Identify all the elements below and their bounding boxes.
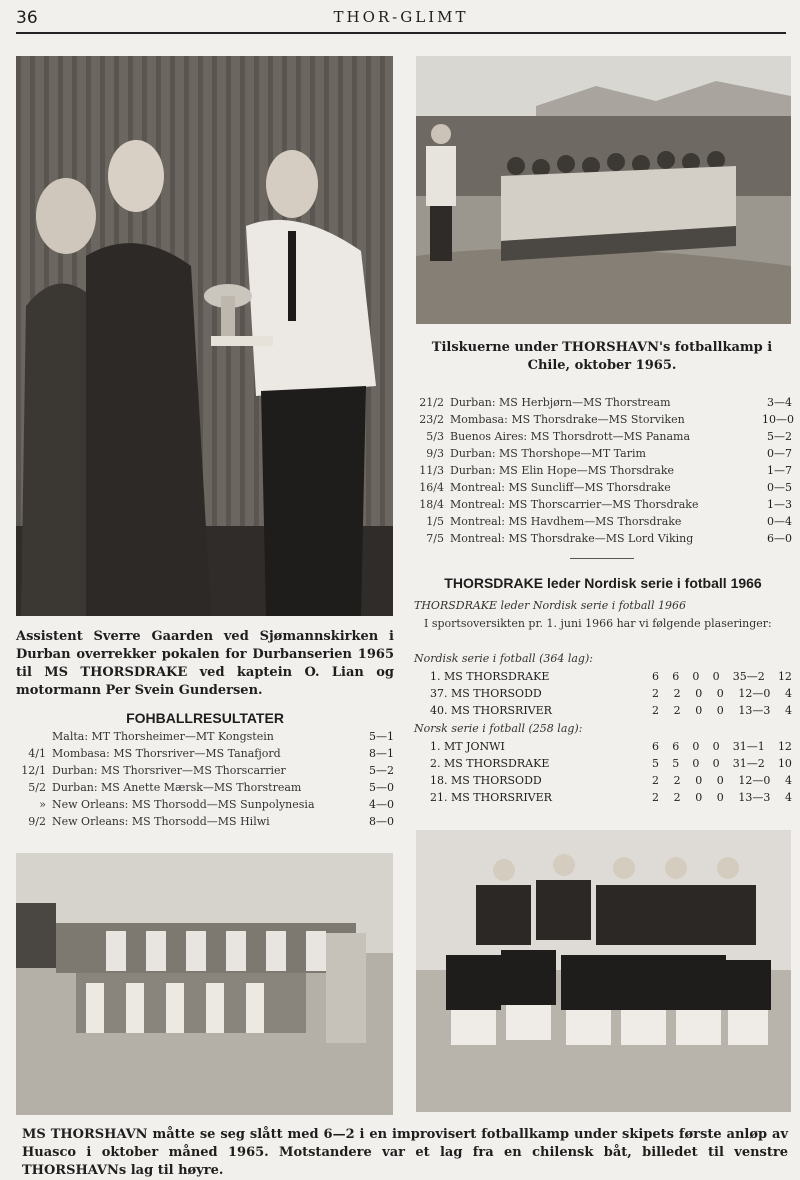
standings-cell: 5 bbox=[672, 757, 680, 770]
result-row bbox=[16, 762, 394, 779]
result-date: 4/1 bbox=[28, 747, 46, 760]
standings-cell: 4 bbox=[784, 774, 792, 787]
standings-team: 40. MS THORSRIVER bbox=[430, 704, 552, 717]
standings-cell: 12—0 bbox=[738, 687, 771, 700]
result-match: Durban: MS Thorsriver—MS Thorscarrier bbox=[52, 764, 286, 777]
standings-values bbox=[652, 685, 792, 702]
standings-cell: 0 bbox=[695, 704, 703, 717]
standings-cell: 0 bbox=[712, 670, 720, 683]
running-title: THOR-GLIMT bbox=[333, 8, 469, 26]
spectators-photo bbox=[416, 56, 791, 324]
result-row bbox=[414, 479, 792, 496]
standings-cell: 0 bbox=[716, 791, 724, 804]
result-match: Malta: MT Thorsheimer—MT Kongstein bbox=[52, 730, 274, 743]
standings-cell: 0 bbox=[712, 740, 720, 753]
result-match: Durban: MS Thorshope—MT Tarim bbox=[450, 447, 646, 460]
standings-values bbox=[652, 738, 792, 755]
standings-cell: 4 bbox=[784, 791, 792, 804]
standings-cell: 6 bbox=[672, 670, 680, 683]
standings-cell: 0 bbox=[712, 757, 720, 770]
result-match: Durban: MS Anette Mærsk—MS Thorstream bbox=[52, 781, 302, 794]
standings-row bbox=[430, 702, 792, 719]
result-match: New Orleans: MS Thorsodd—MS Sunpolynesia bbox=[52, 798, 315, 811]
nordisk-group1-title: Nordisk serie i fotball (364 lag): bbox=[414, 652, 593, 665]
results-table bbox=[16, 728, 394, 830]
standings-cell: 4 bbox=[784, 704, 792, 717]
result-score: 4—0 bbox=[369, 798, 394, 811]
standings-cell: 10 bbox=[777, 757, 792, 770]
result-match: Durban: MS Elin Hope—MS Thorsdrake bbox=[450, 464, 675, 477]
results-section-title: FOHBALLRESULTATER bbox=[126, 710, 284, 726]
result-date: 9/2 bbox=[28, 815, 46, 828]
result-row bbox=[16, 813, 394, 830]
standings-row bbox=[430, 668, 792, 685]
standings-values bbox=[652, 755, 792, 772]
standings-cell: 6 bbox=[672, 740, 680, 753]
standings-cell: 0 bbox=[695, 687, 703, 700]
result-score: 1—3 bbox=[767, 498, 792, 511]
standings-values bbox=[652, 772, 792, 789]
result-date: 11/3 bbox=[419, 464, 444, 477]
standings-cell: 35—2 bbox=[732, 670, 765, 683]
result-match: Montreal: MS Havdhem—MS Thorsdrake bbox=[450, 515, 682, 528]
result-score: 5—2 bbox=[767, 430, 792, 443]
result-row bbox=[16, 728, 394, 745]
result-row bbox=[414, 530, 792, 547]
standings-cell: 6 bbox=[652, 670, 659, 683]
result-date: 1/5 bbox=[426, 515, 444, 528]
standings-cell: 0 bbox=[695, 791, 703, 804]
standings-values bbox=[652, 789, 792, 806]
standings-cell: 31—2 bbox=[732, 757, 765, 770]
results-list bbox=[414, 394, 792, 547]
standings-row bbox=[430, 789, 792, 806]
nordisk-headline: THORSDRAKE leder Nordisk serie i fotball 1966 bbox=[444, 575, 762, 591]
result-row bbox=[16, 779, 394, 796]
result-date: 16/4 bbox=[419, 481, 444, 494]
result-row bbox=[16, 745, 394, 762]
standings-cell: 0 bbox=[716, 704, 724, 717]
result-score: 3—4 bbox=[767, 396, 792, 409]
standings-cell: 2 bbox=[652, 704, 659, 717]
standings-team: 18. MS THORSODD bbox=[430, 774, 542, 787]
bottom-caption: MS THORSHAVN måtte se seg slått med 6—2 i en improvisert fotballkamp under skipets første anløp av Huasco i oktober måned 1965. Motstandere var et lag fra en chilensk båt, billedet til venstre THORSHAVNs lag til høyre. bbox=[22, 1127, 788, 1178]
standings-cell: 12 bbox=[777, 670, 792, 683]
result-score: 0—4 bbox=[767, 515, 792, 528]
standings-team: 2. MS THORSDRAKE bbox=[430, 757, 550, 770]
nordisk-standings bbox=[430, 668, 792, 719]
standings-cell: 0 bbox=[716, 774, 724, 787]
result-date: 23/2 bbox=[419, 413, 444, 426]
standings-values bbox=[652, 702, 792, 719]
standings-team: 1. MS THORSDRAKE bbox=[430, 670, 550, 683]
result-match: Mombasa: MS Thorsdrake—MS Storviken bbox=[450, 413, 685, 426]
standings-cell: 4 bbox=[784, 687, 792, 700]
result-match: Montreal: MS Suncliff—MS Thorsdrake bbox=[450, 481, 671, 494]
standings-cell: 2 bbox=[673, 704, 681, 717]
result-row bbox=[414, 411, 792, 428]
standings-cell: 6 bbox=[652, 740, 659, 753]
standings-cell: 31—1 bbox=[732, 740, 765, 753]
result-score: 5—2 bbox=[369, 764, 394, 777]
result-row bbox=[414, 445, 792, 462]
result-score: 0—5 bbox=[767, 481, 792, 494]
result-score: 8—1 bbox=[369, 747, 394, 760]
result-match: Montreal: MS Thorsdrake—MS Lord Viking bbox=[450, 532, 694, 545]
result-score: 5—0 bbox=[369, 781, 394, 794]
result-date: 5/3 bbox=[426, 430, 444, 443]
chilean-team-photo bbox=[16, 853, 393, 1115]
result-date: 12/1 bbox=[21, 764, 46, 777]
result-row bbox=[414, 428, 792, 445]
page-header bbox=[16, 6, 786, 34]
result-date bbox=[16, 728, 52, 745]
standings-cell: 2 bbox=[673, 687, 681, 700]
result-score: 6—0 bbox=[767, 532, 792, 545]
standings-cell: 13—3 bbox=[738, 704, 771, 717]
thorshavn-team-photo bbox=[416, 830, 791, 1112]
result-match: Montreal: MS Thorscarrier—MS Thorsdrake bbox=[450, 498, 699, 511]
result-score: 5—1 bbox=[369, 730, 394, 743]
result-row bbox=[414, 496, 792, 513]
standings-cell: 0 bbox=[692, 740, 700, 753]
result-score: 8—0 bbox=[369, 815, 394, 828]
standings-row bbox=[430, 738, 792, 755]
standings-cell: 12 bbox=[777, 740, 792, 753]
standings-cell: 2 bbox=[652, 687, 659, 700]
results-table-continued bbox=[414, 394, 792, 547]
standings-cell: 2 bbox=[652, 791, 659, 804]
norsk-group-title: Norsk serie i fotball (258 lag): bbox=[414, 722, 583, 735]
standings-team: 37. MS THORSODD bbox=[430, 687, 542, 700]
standings-cell: 13—3 bbox=[738, 791, 771, 804]
standings-cell: 0 bbox=[716, 687, 724, 700]
nordisk-intro: I sportsoversikten pr. 1. juni 1966 har vi følgende plaseringer: bbox=[424, 617, 772, 630]
standings-cell: 0 bbox=[692, 670, 700, 683]
result-date: 7/5 bbox=[426, 532, 444, 545]
standings-cell: 2 bbox=[652, 774, 659, 787]
result-date: » bbox=[39, 798, 46, 811]
result-row bbox=[414, 394, 792, 411]
result-match: New Orleans: MS Thorsodd—MS Hilwi bbox=[52, 815, 270, 828]
standings-cell: 5 bbox=[652, 757, 659, 770]
standings-values bbox=[652, 668, 792, 685]
result-score: 0—7 bbox=[767, 447, 792, 460]
standings-row bbox=[430, 755, 792, 772]
results-list-left bbox=[16, 728, 394, 830]
standings-cell: 12—0 bbox=[738, 774, 771, 787]
standings-team: 1. MT JONWI bbox=[430, 740, 505, 753]
standings-team: 21. MS THORSRIVER bbox=[430, 791, 552, 804]
result-row bbox=[414, 513, 792, 530]
headline-divider bbox=[570, 558, 634, 559]
spectators-caption: Tilskuerne under THORSHAVN's fotballkamp i Chile, oktober 1965. bbox=[431, 340, 773, 373]
standings-cell: 0 bbox=[695, 774, 703, 787]
trophy-caption: Assistent Sverre Gaarden ved Sjømannskirken i Durban overrekker pokalen for Durbanserien 1965 til MS THORSDRAKE ved kaptein O. Lian og motormann Per Svein Gundersen. bbox=[16, 629, 394, 698]
result-date: 18/4 bbox=[419, 498, 444, 511]
standings-cell: 2 bbox=[673, 774, 681, 787]
standings-cell: 0 bbox=[692, 757, 700, 770]
result-match: Mombasa: MS Thorsriver—MS Tanafjord bbox=[52, 747, 281, 760]
standings-row bbox=[430, 772, 792, 789]
result-score: 1—7 bbox=[767, 464, 792, 477]
result-match: Durban: MS Herbjørn—MS Thorstream bbox=[450, 396, 671, 409]
result-date: 21/2 bbox=[419, 396, 444, 409]
trophy-presentation-photo bbox=[16, 56, 393, 616]
result-match: Buenos Aires: MS Thorsdrott—MS Panama bbox=[450, 430, 691, 443]
standings-cell: 2 bbox=[673, 791, 681, 804]
page-number: 36 bbox=[16, 8, 38, 28]
norsk-standings bbox=[430, 738, 792, 806]
result-row bbox=[414, 462, 792, 479]
result-date: 5/2 bbox=[28, 781, 46, 794]
nordisk-italic-headline: THORSDRAKE leder Nordisk serie i fotball 1966 bbox=[414, 599, 686, 612]
result-date: 9/3 bbox=[426, 447, 444, 460]
result-score: 10—0 bbox=[762, 413, 794, 426]
standings-row bbox=[430, 685, 792, 702]
result-row bbox=[16, 796, 394, 813]
